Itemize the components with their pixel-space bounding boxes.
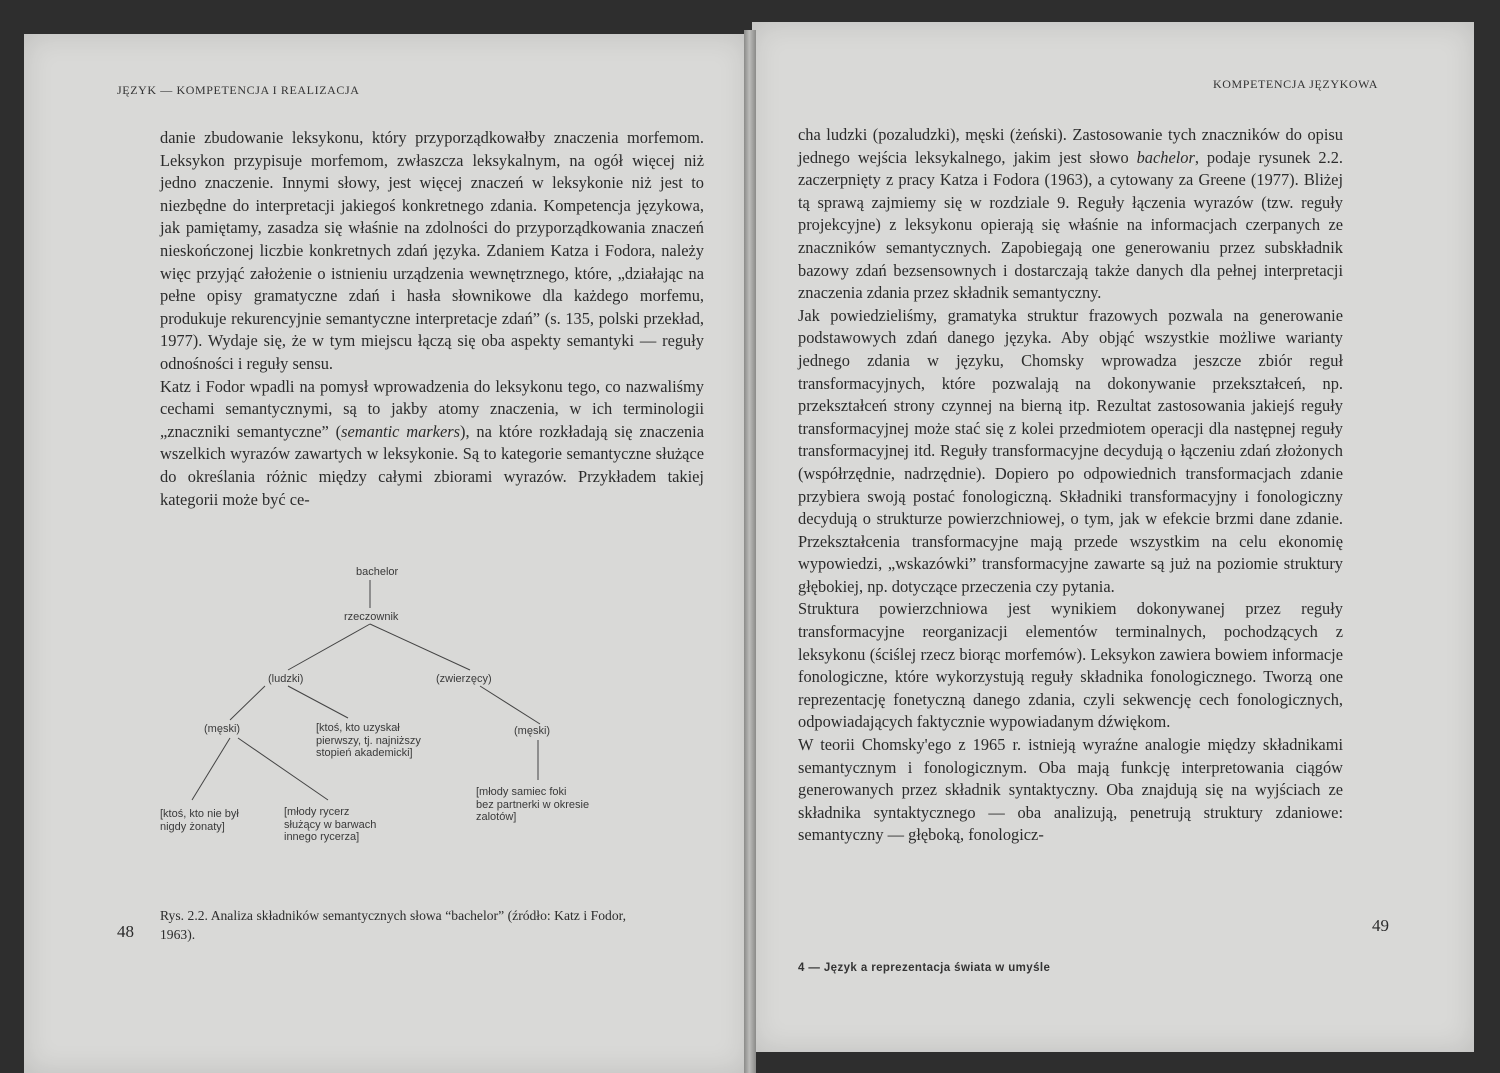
semantic-markers-italic: semantic markers <box>341 421 460 441</box>
signature-line: 4 — Język a reprezentacja świata w umyśle <box>798 962 1051 974</box>
right-paragraph-1: cha ludzki (pozaludzki), męski (żeński). Zastosowanie tych znaczników do opisu jednego wejścia leksykalnego, jakim jest słowo bachelor, podaje rysunek 2.2. zaczerpnięty z pracy Katza i Fodora (1963), a cytowany za Greene (1977). Bliżej tą sprawą zajmiemy się w rozdziale 9. Reguły łączenia wyrazów (tzw. reguły projekcyjne) z leksykonu opierają się właśnie na informacjach czerpanych ze znaczników semantycznych. Zapobiegają one generowaniu przez subskładnik bazowy zdań bezsensownych i dostarczają także danych dla pełnej interpretacji znaczenia zdania przez składnik semantyczny. <box>798 125 1343 303</box>
bachelor-italic: bachelor <box>1136 147 1195 167</box>
tree-node-rzeczownik: rzeczownik <box>344 611 399 623</box>
semantic-tree-diagram <box>140 552 620 862</box>
book-gutter <box>744 30 756 1073</box>
left-paragraph-1: danie zbudowanie leksykonu, który przyporządkowałby znaczenia morfemom. Leksykon przypisuje morfemom, zwłaszcza leksykalnym, na ogół więcej niż jedno znaczenie. Innymi słowy, jest więcej znaczeń w leksykonie niż jest to niezbędne do interpretacji jakiegoś konkretnego zdania. Kompetencja językowa, jak pamiętamy, zasadza się właśnie na zdolności do przyporządkowania znaczeń nieskończonej liczbie konkretnych zdań języka. Zdaniem Katza i Fodora, należy więc przyjąć założenie o istnieniu urządzenia wewnętrznego, które, „działając na pełne opisy gramatyczne zdań i hasła słownikowe dla każdego morfemu, produkuje rekurencyjnie semantyczne interpretacje zdań” (s. 135, polski przekład, 1977). Wydaje się, że w tym miejscu łączą się oba aspekty semantyki — reguły odnośności i reguły sensu. <box>160 128 704 373</box>
left-body-text <box>160 127 704 511</box>
right-paragraph-4: W teorii Chomsky'ego z 1965 r. istnieją wyraźne analogie między składnikami semantycznym i fonologicznym. Oba mają funkcję interpretowania ciągów generowanych przez składnik syntaktyczny. Oba znajdują się na wyjściach ze składnika syntaktycznego — oba analizują, penetrują struktury zdaniowe: semantyczny — głęboką, fonologicz- <box>798 735 1343 845</box>
right-paragraph-3: Struktura powierzchniowa jest wynikiem dokonywanej przez reguły transformacyjne reorganizacji elementów terminalnych, pochodzących z leksykonu (ściślej rzecz biorąc morfemów). Leksykon zawiera bowiem informacje fonologiczne, które wykorzystują reguły składnika fonologicznego. Tworzą one reprezentację fonetyczną danego zdania, czyli sekwencję cech fonologicznych, odpowiadających faktycznie wypowiadanym dźwiękom. <box>798 599 1343 732</box>
left-page-number: 48 <box>117 922 134 941</box>
tree-node-nie-zonaty: [ktoś, kto nie był nigdy żonaty] <box>160 808 239 833</box>
figure-caption: Rys. 2.2. Analiza składników semantycznych słowa “bachelor” (źródło: Katz i Fodor, 1963). <box>160 908 626 942</box>
left-paragraph-2: Katz i Fodor wpadli na pomysł wprowadzenia do leksykonu tego, co nazwaliśmy cechami semantycznymi, są to jakby atomy znaczenia, w ich terminologii „znaczniki semantyczne” (semantic markers), na które rozkładają się znaczenia wszelkich wyrazów zawartych w leksykonie. Są to kategorie semantyczne służące do określania różnic między całymi zbiorami wyrazów. Przykładem takiej kategorii może być ce- <box>160 376 705 509</box>
right-body-text <box>798 124 1343 847</box>
tree-node-mlody-rycerz: [młody rycerz służący w barwach innego rycerza] <box>284 806 377 843</box>
tree-node-stopien-akademicki: [ktoś, kto uzyskał pierwszy, tj. najniższy stopień akademicki] <box>316 722 421 759</box>
tree-node-samiec-foki: [młody samiec foki bez partnerki w okresie zalotów] <box>476 786 590 823</box>
tree-node-meski-1: (męski) <box>204 723 241 735</box>
tree-node-zwierzecy: (zwierzęcy) <box>436 673 492 685</box>
left-running-header: JĘZYK — KOMPETENCJA I REALIZACJA <box>117 83 360 97</box>
tree-node-meski-2: (męski) <box>514 725 551 737</box>
right-page-number: 49 <box>1372 916 1389 935</box>
right-running-header: KOMPETENCJA JĘZYKOWA <box>1213 77 1378 91</box>
tree-node-ludzki: (ludzki) <box>268 673 304 685</box>
right-paragraph-2: Jak powiedzieliśmy, gramatyka struktur frazowych pozwala na generowanie podstawowych zdań danego języka. Aby objąć wszystkie możliwe warianty jednego zdania w języku, Chomsky wprowadza jeszcze zbiór reguł transformacyjnych, które pozwalają na dokonywanie przekształceń, np. przekształceń strony czynnej na bierną itp. Rezultat zastosowania jakiejś reguły transformacyjnej może stać się z kolei przedmiotem operacji dla następnej reguły transformacyjnej itd. Reguły transformacyjne decydują o łączeniu zdań złożonych (współrzędnie, nadrzędnie). Dopiero po odpowiednich transformacjach zdanie przybiera swoją postać fonologiczną. Składniki transformacyjny i fonologiczny decydują o strukturze powierzchniowej, o tym, jak w efekcie brzmi dane zdanie. Przekształcenia transformacyjne mają przede wszystkim na celu ekonomię wypowiedzi, „wskazówki” transformacyjne zawarte są już na poziomie struktury głębokiej, np. dotyczące przeczenia czy pytania. <box>798 305 1343 596</box>
tree-node-bachelor: bachelor <box>356 566 399 578</box>
